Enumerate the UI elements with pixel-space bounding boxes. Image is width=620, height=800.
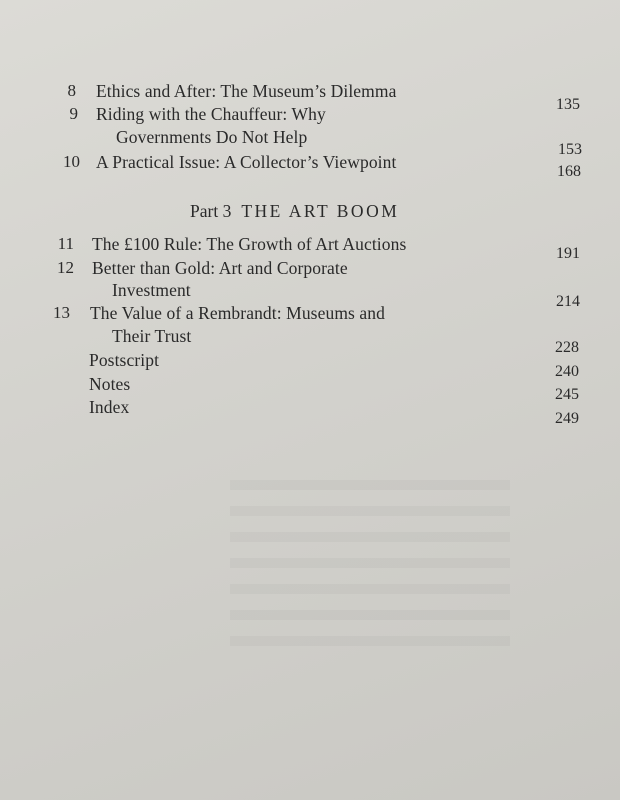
- chapter-title-line2: Investment: [112, 280, 191, 300]
- back-matter-title: Index: [89, 397, 130, 417]
- chapter-title: The £100 Rule: The Growth of Art Auctions: [92, 234, 407, 254]
- page-number: 135: [556, 96, 580, 113]
- chapter-title: Ethics and After: The Museum’s Dilemma: [96, 81, 397, 101]
- part-label: Part 3: [190, 201, 232, 221]
- chapter-number: 9: [69, 104, 78, 123]
- back-matter-title: Notes: [89, 374, 131, 394]
- page-number: 214: [556, 293, 580, 310]
- chapter-title-line1: The Value of a Rembrandt: Museums and: [90, 303, 385, 323]
- chapter-number: 11: [57, 234, 74, 253]
- chapter-number: 13: [53, 303, 70, 322]
- page-number: 249: [555, 410, 579, 427]
- page-number: 191: [556, 245, 580, 262]
- chapter-number: 12: [57, 258, 74, 277]
- chapter-title: A Practical Issue: A Collector’s Viewpoint: [96, 152, 397, 172]
- page-number: 228: [555, 339, 579, 356]
- back-matter-title: Postscript: [89, 350, 160, 370]
- part-heading: [190, 200, 399, 222]
- chapter-title-line1: Riding with the Chauffeur: Why: [96, 104, 326, 124]
- bleed-through-shadow: [230, 480, 510, 660]
- chapter-number: 10: [63, 152, 80, 171]
- chapter-number: 8: [67, 81, 76, 100]
- page-number: 245: [555, 386, 579, 403]
- part-title: THE ART BOOM: [241, 201, 400, 221]
- page-number: 153: [558, 141, 582, 158]
- chapter-title-line2: Governments Do Not Help: [116, 127, 308, 147]
- page-number: 168: [557, 163, 581, 180]
- chapter-title-line1: Better than Gold: Art and Corporate: [92, 258, 348, 278]
- chapter-title-line2: Their Trust: [112, 326, 192, 346]
- page-number: 240: [555, 363, 579, 380]
